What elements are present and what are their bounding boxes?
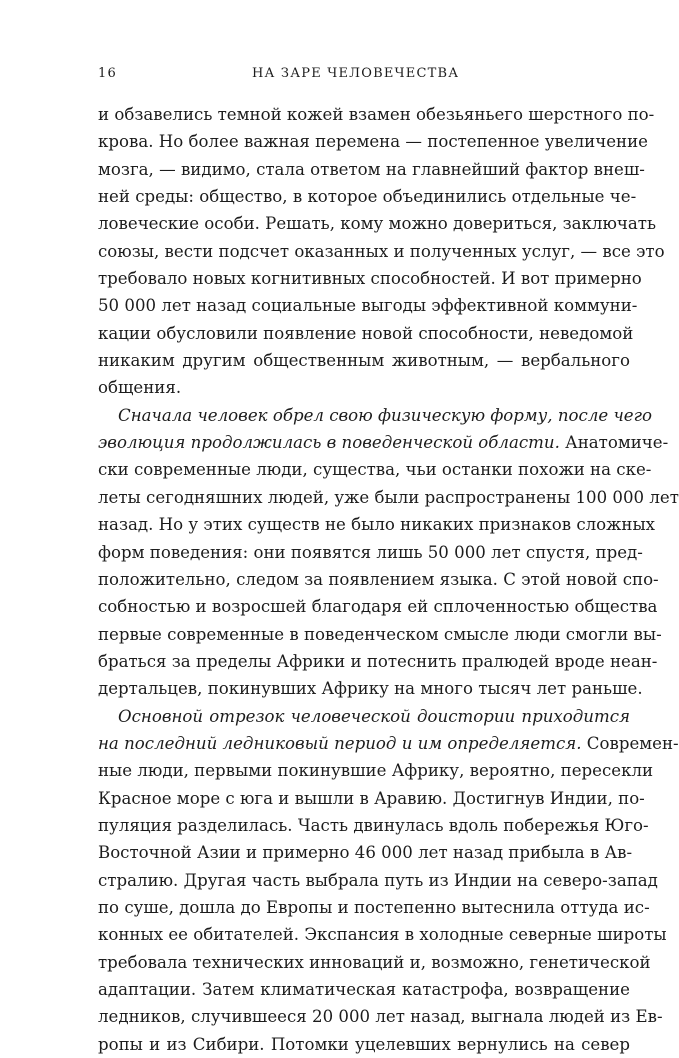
text-line: никаким другим общественным животным, — вербального	[98, 351, 630, 371]
text-line: ней среды: общество, в которое объединились отдельные че-	[98, 187, 637, 207]
text-line: Красное море с юга и вышли в Аравию. Достигнув Индии, по-	[98, 788, 645, 808]
italic-thesis: на последний ледниковый период и им определяется.	[98, 733, 582, 753]
body-text	[98, 101, 679, 1058]
text-line: положительно, следом за появлением языка. С этой новой спо-	[98, 569, 659, 589]
text-line: мозга, — видимо, стала ответом на главнейший фактор внеш-	[98, 159, 645, 179]
text-line	[98, 429, 669, 456]
italic-thesis: Сначала человек обрел свою физическую форму, после чего	[118, 405, 653, 425]
italic-thesis: эволюция продолжилась в поведенческой области.	[98, 433, 560, 453]
text-line: ловеческие особи. Решать, кому можно довериться, заключать	[98, 214, 656, 234]
text-line: ропы и из Сибири. Потомки уцелевших вернулись на север	[98, 1034, 630, 1054]
text-line: Восточной Азии и примерно 46 000 лет назад прибыла в Ав-	[98, 843, 633, 863]
text-line: назад. Но у этих существ не было никаких признаков сложных	[98, 515, 656, 535]
text-line: стралию. Другая часть выбрала путь из Индии на северо-запад	[98, 870, 658, 890]
text-line: 50 000 лет назад социальные выгоды эффективной коммуни-	[98, 296, 638, 316]
text-line: по суше, дошла до Европы и постепенно вытеснила оттуда ис-	[98, 897, 650, 917]
text-fragment: Современ-	[581, 733, 679, 753]
text-line: первые современные в поведенческом смысле люди смогли вы-	[98, 624, 662, 644]
text-line: ледников, случившееся 20 000 лет назад, выгнала людей из Ев-	[98, 1007, 663, 1027]
text-line: требовало новых когнитивных способностей. И вот примерно	[98, 269, 642, 289]
text-line: ски современные люди, существа, чьи останки похожи на ске-	[98, 460, 652, 480]
paragraph	[98, 703, 679, 1058]
text-line: и обзавелись темной кожей взамен обезьяньего шерстного по-	[98, 105, 655, 124]
text-line: ные люди, первыми покинувшие Африку, вероятно, пересекли	[98, 761, 654, 781]
text-line: браться за пределы Африки и потеснить пралюдей вроде неан-	[98, 651, 658, 671]
text-line	[98, 703, 630, 730]
text-line: собностью и возросшей благодаря ей сплоченностью общества	[98, 597, 658, 617]
text-line: конных ее обитателей. Экспансия в холодные северные широты	[98, 925, 667, 945]
page-number: 16	[98, 66, 117, 81]
text-line: дертальцев, покинувших Африку на много тысяч лет раньше.	[98, 679, 643, 699]
text-line: кации обусловили появление новой способности, неведомой	[98, 323, 634, 343]
running-head	[98, 66, 630, 86]
text-line: крова. Но более важная перемена — постепенное увеличение	[98, 132, 648, 152]
text-line	[98, 402, 653, 429]
italic-thesis: Основной отрезок человеческой доистории приходится	[118, 706, 630, 726]
paragraph	[98, 402, 679, 703]
text-line	[98, 730, 679, 757]
paragraph	[98, 101, 665, 402]
text-line: леты сегодняшних людей, уже были распространены 100 000 лет	[98, 487, 679, 507]
text-line: адаптации. Затем климатическая катастрофа, возвращение	[98, 980, 630, 999]
running-title: НА ЗАРЕ ЧЕЛОВЕЧЕСТВА	[252, 66, 460, 81]
text-fragment: Анатомиче-	[559, 433, 669, 453]
text-line: пуляция разделилась. Часть двинулась вдоль побережья Юго-	[98, 815, 649, 835]
text-line: общения.	[98, 378, 182, 398]
text-line: союзы, вести подсчет оказанных и полученных услуг, — все это	[98, 241, 665, 261]
text-line: требовала технических инноваций и, возможно, генетической	[98, 952, 651, 972]
text-line: форм поведения: они появятся лишь 50 000 лет спустя, пред-	[98, 542, 643, 562]
